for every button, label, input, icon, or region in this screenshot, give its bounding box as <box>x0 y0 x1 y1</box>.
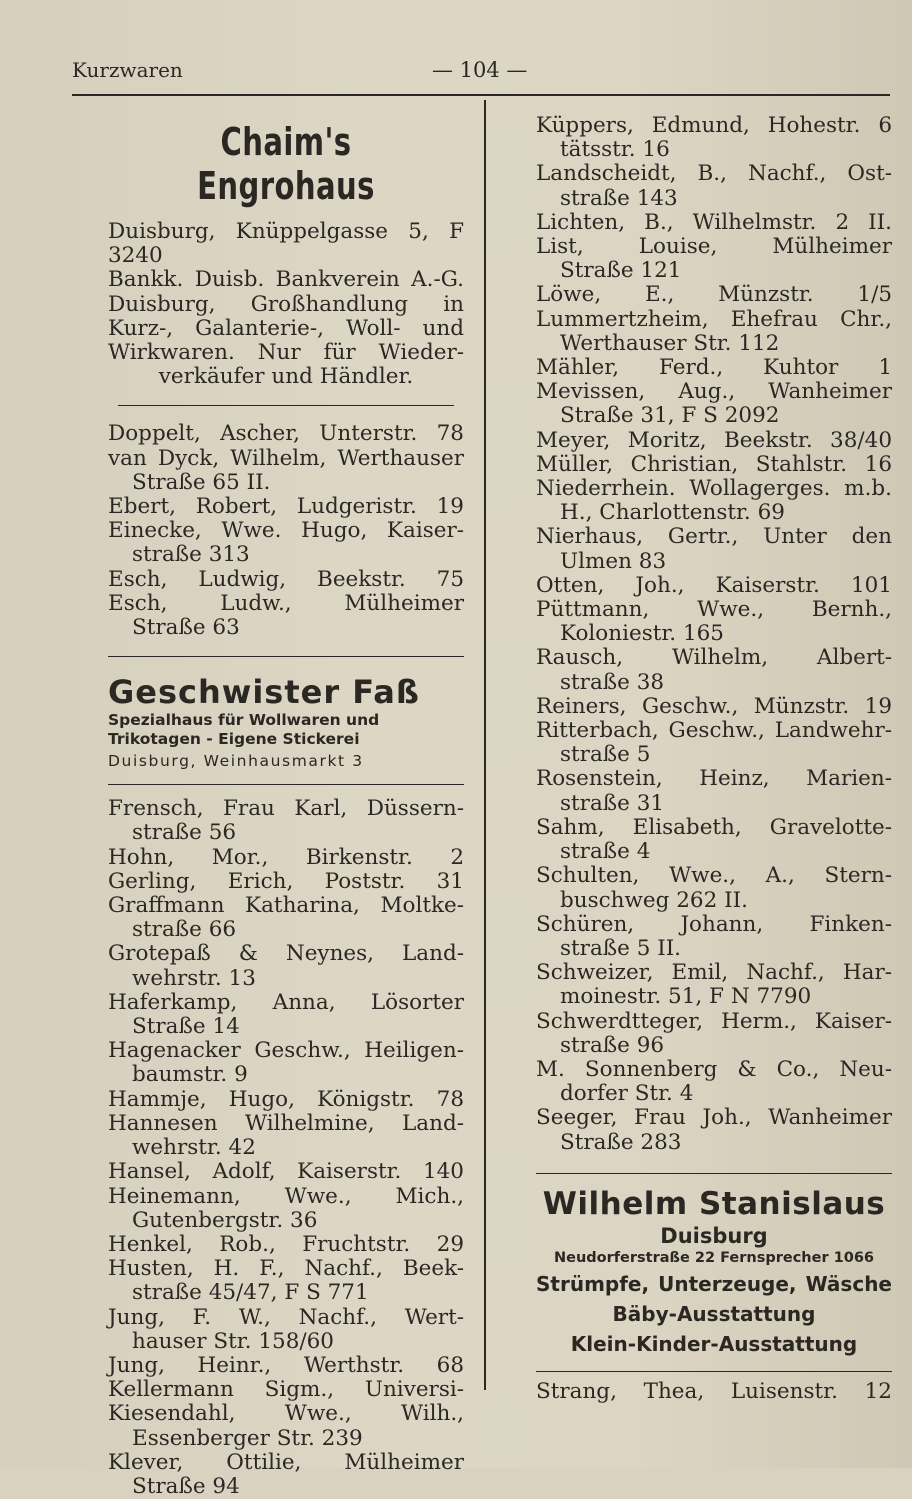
directory-entry <box>536 429 892 453</box>
directory-entry <box>108 991 464 1039</box>
entry-name-line: Löwe, E., Münzstr. 1/5 <box>536 282 892 308</box>
separator <box>536 1371 892 1372</box>
entry-continuation-line: Werthauser Str. 112 <box>560 330 780 356</box>
directory-entry <box>536 283 892 307</box>
page-number: — 104 — <box>432 58 528 82</box>
ad-address: Neudorferstraße 22 Fernsprecher 1066 <box>553 1249 875 1266</box>
header-rule <box>72 94 890 96</box>
directory-entry <box>108 797 464 845</box>
entry-name-line: Reiners, Geschw., Münzstr. 19 <box>536 693 892 719</box>
entry-continuation-line: tätsstr. 16 <box>560 137 670 163</box>
directory-entry <box>536 356 892 380</box>
entry-continuation-line: straße 66 <box>132 917 237 943</box>
ad-line: Duisburg, Knüppelgasse 5, F 3240 <box>108 219 464 269</box>
entry-name-line: Schulten, Wwe., A., Stern- <box>536 863 892 889</box>
ad-line: Kurz-, Galanterie-, Woll- und <box>108 315 464 341</box>
entry-name-line: Jung, Heinr., Werthstr. 68 <box>108 1352 464 1378</box>
entry-continuation-line: straße 313 <box>132 542 250 568</box>
entry-continuation-line: straße 96 <box>560 1032 665 1058</box>
entry-continuation-line: wehrstr. 42 <box>132 1135 256 1161</box>
directory-entry <box>108 1306 464 1354</box>
ad-line: verkäufer und Händler. <box>158 364 414 390</box>
entry-continuation-line: H., Charlottenstr. 69 <box>560 500 785 526</box>
ad-subtitle: Spezialhaus für Wollwaren und <box>108 711 380 730</box>
directory-entry <box>108 422 464 446</box>
entry-name-line: Mähler, Ferd., Kuhtor 1 <box>536 355 892 381</box>
directory-entry <box>536 1010 892 1058</box>
separator <box>108 784 464 785</box>
ad-geschwister-fass <box>108 673 464 770</box>
directory-entry <box>536 574 892 598</box>
directory-entry <box>108 1088 464 1112</box>
directory-entry <box>108 1402 464 1450</box>
entry-name-line: Husten, H. F., Nachf., Beek- <box>108 1256 464 1282</box>
entry-name-line: Mevissen, Aug., Wanheimer <box>536 379 892 405</box>
ad-line: Wirkwaren. Nur für Wieder- <box>108 340 464 366</box>
directory-entry <box>108 846 464 870</box>
entry-name-line: Graffmann Katharina, Moltke- <box>108 893 464 919</box>
directory-entry <box>108 1233 464 1257</box>
entry-continuation-line: buschweg 262 II. <box>560 887 748 913</box>
directory-entry <box>108 495 464 519</box>
entry-continuation-line: Straße 65 II. <box>132 469 271 495</box>
entry-continuation-line: hauser Str. 158/60 <box>132 1328 334 1354</box>
entry-name-line: Schweizer, Emil, Nachf., Har- <box>536 960 892 986</box>
entry-name-line: Hannesen Wilhelmine, Land- <box>108 1110 464 1136</box>
ad-wilhelm-stanislaus <box>536 1186 892 1359</box>
entry-name-line: Landscheidt, B., Nachf., Ost- <box>536 161 892 187</box>
directory-entry <box>536 767 892 815</box>
entry-name-line: Müller, Christian, Stahlstr. 16 <box>536 451 892 477</box>
directory-entry <box>536 1106 892 1154</box>
entry-name-line: van Dyck, Wilhelm, Werthauser <box>108 445 464 471</box>
entry-name-line: Henkel, Rob., Fruchtstr. 29 <box>108 1231 464 1257</box>
entry-name-line: Grotepaß & Neynes, Land- <box>108 941 464 967</box>
directory-entry <box>536 525 892 573</box>
entry-name-line: Ritterbach, Geschw., Landwehr- <box>536 718 892 744</box>
entry-name-line: Esch, Ludwig, Beekstr. 75 <box>108 566 464 592</box>
entry-continuation-line: straße 45/47, F S 771 <box>132 1280 369 1306</box>
directory-entry <box>108 1451 464 1499</box>
ad-title: Geschwister Faß <box>108 673 420 712</box>
separator <box>108 656 464 657</box>
entry-continuation-line: moinestr. 51, F N 7790 <box>560 984 812 1010</box>
entry-list <box>536 114 892 1155</box>
directory-entry <box>108 870 464 894</box>
entry-name-line: Doppelt, Ascher, Unterstr. 78 <box>108 421 464 447</box>
section-title: Kurzwaren <box>72 58 183 82</box>
directory-entry <box>536 864 892 912</box>
directory-entry <box>108 447 464 495</box>
directory-entry <box>108 519 464 567</box>
entry-name-line: Rosenstein, Heinz, Marien- <box>536 766 892 792</box>
entry-name-line: Hammje, Hugo, Königstr. 78 <box>108 1086 464 1112</box>
entry-name-line: Lichten, B., Wilhelmstr. 2 II. <box>536 209 892 235</box>
directory-entry <box>536 719 892 767</box>
ad-address: Duisburg, Weinhausmarkt 3 <box>108 752 364 771</box>
entry-continuation-line: Straße 63 <box>132 615 240 641</box>
entry-continuation-line: straße 5 <box>560 742 651 768</box>
entry-continuation-line: straße 56 <box>132 820 237 846</box>
ad-chaims-engrohaus <box>108 120 464 389</box>
directory-entry <box>536 1380 892 1404</box>
entry-continuation-line: Essenberger Str. 239 <box>132 1425 363 1451</box>
separator <box>536 1173 892 1174</box>
ad-line: Duisburg, Großhandlung in <box>108 291 464 317</box>
entry-continuation-line: baumstr. 9 <box>132 1062 248 1088</box>
entry-continuation-line: Koloniestr. 165 <box>560 621 724 647</box>
entry-continuation-line: Straße 14 <box>132 1014 240 1040</box>
directory-entry <box>536 1058 892 1106</box>
directory-entry <box>108 1039 464 1087</box>
directory-entry <box>536 961 892 1009</box>
directory-entry <box>536 598 892 646</box>
page-header <box>72 58 890 90</box>
directory-entry <box>108 1257 464 1305</box>
entry-name-line: Lummertzheim, Ehefrau Chr., <box>536 306 892 332</box>
entry-continuation-line: Gutenbergstr. 36 <box>132 1207 318 1233</box>
directory-entry <box>108 568 464 592</box>
directory-entry <box>108 592 464 640</box>
entry-continuation-line: Ulmen 83 <box>560 548 667 574</box>
directory-entry <box>108 1160 464 1184</box>
entry-continuation-line: dorfer Str. 4 <box>560 1081 694 1107</box>
entry-name-line: Schüren, Johann, Finken- <box>536 911 892 937</box>
ad-city: Duisburg <box>660 1223 768 1248</box>
directory-entry <box>536 308 892 356</box>
directory-entry <box>108 1185 464 1233</box>
entry-list <box>108 797 464 1499</box>
entry-name-line: Kellermann Sigm., Universi- <box>108 1377 464 1403</box>
entry-continuation-line: wehrstr. 13 <box>132 965 256 991</box>
entry-continuation-line: Straße 121 <box>560 258 682 284</box>
directory-entry <box>536 211 892 235</box>
entry-name-line: Nierhaus, Gertr., Unter den <box>536 524 892 550</box>
directory-entry <box>108 1354 464 1378</box>
entry-list <box>108 422 464 640</box>
directory-entry <box>108 1378 464 1402</box>
left-column <box>108 112 464 1499</box>
entry-continuation-line: Straße 94 <box>132 1473 240 1499</box>
directory-entry <box>536 913 892 961</box>
entry-name-line: Esch, Ludw., Mülheimer <box>108 590 464 616</box>
ad-item-line: Bäby-Ausstattung <box>612 1301 816 1326</box>
entry-name-line: Jung, F. W., Nachf., Wert- <box>108 1304 464 1330</box>
directory-entry <box>536 380 892 428</box>
right-column <box>536 114 892 1404</box>
entry-name-line: Ebert, Robert, Ludgeristr. 19 <box>108 494 464 520</box>
directory-entry <box>536 235 892 283</box>
entry-name-line: Küppers, Edmund, Hohestr. 6 <box>536 113 892 138</box>
entry-continuation-line: Straße 31, F S 2092 <box>560 403 780 429</box>
entry-name-line: Kiesendahl, Wwe., Wilh., <box>108 1401 464 1427</box>
entry-name-line: Hansel, Adolf, Kaiserstr. 140 <box>108 1159 464 1185</box>
entry-name-line: List, Louise, Mülheimer <box>536 234 892 260</box>
entry-name-line: Klever, Ottilie, Mülheimer <box>108 1449 464 1475</box>
directory-entry <box>536 477 892 525</box>
directory-entry <box>536 453 892 477</box>
ad-subtitle: Trikotagen - Eigene Stickerei <box>108 730 360 749</box>
entry-name-line: Hohn, Mor., Birkenstr. 2 <box>108 844 464 870</box>
ad-title: Chaim's Engrohaus <box>197 120 375 208</box>
ad-body <box>108 220 464 389</box>
ad-item-line: Strümpfe, Unterzeuge, Wäsche <box>536 1271 892 1296</box>
entry-name-line: Haferkamp, Anna, Lösorter <box>108 989 464 1015</box>
entry-name-line: Hagenacker Geschw., Heiligen- <box>108 1038 464 1064</box>
entry-text: Strang, Thea, Luisenstr. 12 <box>536 1378 892 1404</box>
entry-continuation-line: straße 4 <box>560 839 651 865</box>
entry-continuation-line: straße 38 <box>560 669 665 695</box>
entry-name-line: Sahm, Elisabeth, Gravelotte- <box>536 814 892 840</box>
directory-entry <box>536 816 892 864</box>
entry-continuation-line: straße 31 <box>560 790 665 816</box>
entry-name-line: Meyer, Moritz, Beekstr. 38/40 <box>536 427 892 453</box>
entry-continuation-line: straße 143 <box>560 185 678 211</box>
ad-title: Wilhelm Stanislaus <box>542 1185 886 1222</box>
entry-name-line: M. Sonnenberg & Co., Neu- <box>536 1056 892 1082</box>
directory-entry <box>108 942 464 990</box>
directory-entry <box>536 695 892 719</box>
entry-name-line: Seeger, Frau Joh., Wanheimer <box>536 1105 892 1131</box>
column-divider <box>484 100 486 1390</box>
entry-name-line: Gerling, Erich, Poststr. 31 <box>108 868 464 894</box>
entry-name-line: Niederrhein. Wollagerges. m.b. <box>536 476 892 502</box>
entry-name-line: Heinemann, Wwe., Mich., <box>108 1183 464 1209</box>
ad-line: Bankk. Duisb. Bankverein A.-G. <box>108 267 464 293</box>
separator <box>118 405 454 406</box>
entry-name-line: Püttmann, Wwe., Bernh., <box>536 597 892 623</box>
entry-continuation-line: Straße 283 <box>560 1129 682 1155</box>
directory-entry <box>536 646 892 694</box>
directory-entry <box>536 114 892 162</box>
entry-name-line: Frensch, Frau Karl, Düssern- <box>108 796 464 822</box>
directory-entry <box>108 1112 464 1160</box>
ad-item-line: Klein-Kinder-Ausstattung <box>570 1331 858 1356</box>
directory-entry <box>108 894 464 942</box>
entry-name-line: Einecke, Wwe. Hugo, Kaiser- <box>108 518 464 544</box>
entry-continuation-line: straße 5 II. <box>560 935 682 961</box>
entry-name-line: Schwerdtteger, Herm., Kaiser- <box>536 1008 892 1034</box>
ad-items <box>536 1269 892 1359</box>
entry-name-line: Otten, Joh., Kaiserstr. 101 <box>536 572 892 598</box>
directory-entry <box>536 162 892 210</box>
entry-name-line: Rausch, Wilhelm, Albert- <box>536 645 892 671</box>
